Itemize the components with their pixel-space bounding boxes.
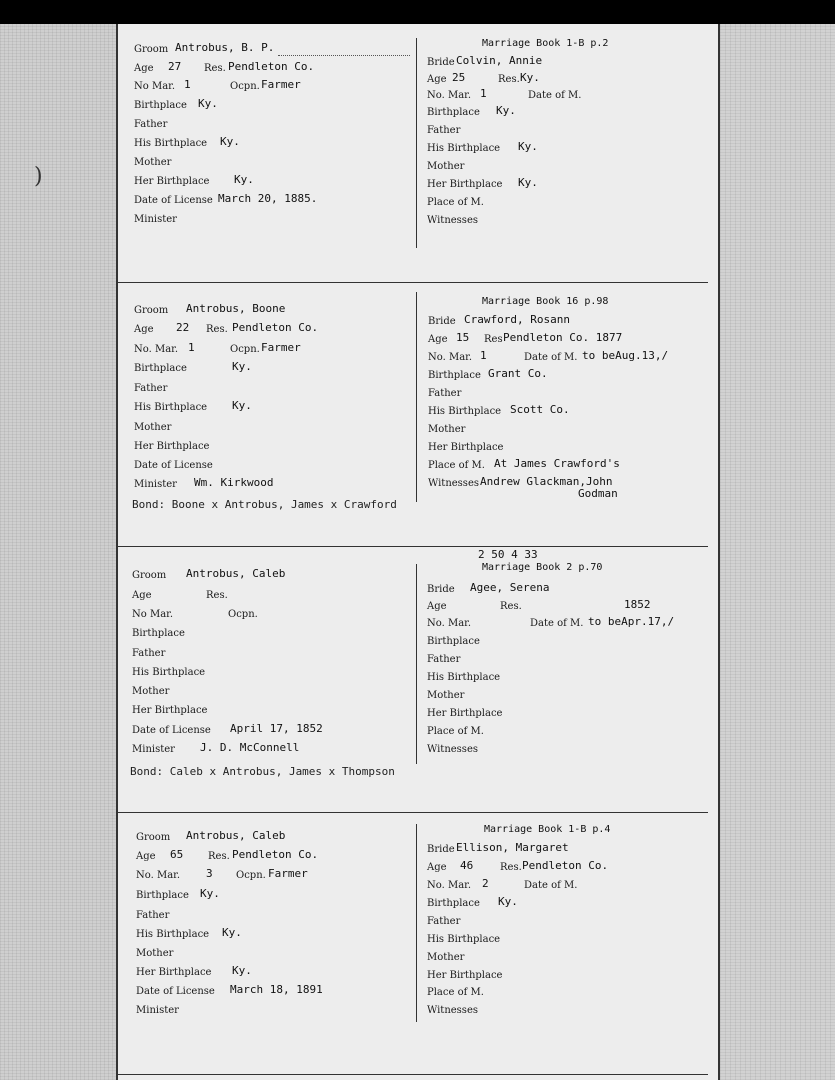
label-birthplace: Birthplace xyxy=(428,370,481,381)
bride-residence: 1852 xyxy=(624,598,651,611)
label-her-birthplace: Her Birthplace xyxy=(134,176,210,187)
label-groom: Groom xyxy=(134,44,169,55)
bride-father-birthplace: Scott Co. xyxy=(510,403,570,416)
groom-no-mar: 1 xyxy=(184,78,191,91)
label-ocpn: Ocpn. xyxy=(230,344,260,355)
label-res: Res. xyxy=(500,862,522,873)
label-date-of-license: Date of License xyxy=(134,460,213,471)
label-place-of-m: Place of M. xyxy=(428,460,485,471)
label-res: Res. xyxy=(204,63,226,74)
label-father: Father xyxy=(132,648,166,659)
groom-no-mar: 1 xyxy=(188,341,195,354)
divider xyxy=(416,564,417,764)
label-father: Father xyxy=(428,388,462,399)
label-witnesses: Witnesses xyxy=(428,478,479,489)
groom-name: Antrobus, Caleb xyxy=(186,829,286,842)
label-age: Age xyxy=(134,63,154,74)
label-ocpn: Ocpn. xyxy=(228,609,258,620)
scan-top-border xyxy=(0,0,835,24)
label-his-birthplace: His Birthplace xyxy=(134,138,208,149)
label-no-mar: No. Mar. xyxy=(427,618,472,629)
label-minister: Minister xyxy=(132,744,175,755)
marriage-book: Marriage Book 1-B p.4 xyxy=(484,824,611,835)
label-groom: Groom xyxy=(136,832,171,843)
bride-age: 25 xyxy=(452,71,466,84)
label-bride: Bride xyxy=(427,57,455,68)
groom-license-date: April 17, 1852 xyxy=(230,722,323,735)
label-her-birthplace: Her Birthplace xyxy=(134,441,210,452)
label-res: Res. xyxy=(206,590,228,601)
label-father: Father xyxy=(136,910,170,921)
label-minister: Minister xyxy=(134,214,177,225)
label-age: Age xyxy=(427,74,447,85)
marriage-book: Marriage Book 2 p.70 xyxy=(482,562,603,573)
label-minister: Minister xyxy=(134,479,177,490)
label-mother: Mother xyxy=(136,948,174,959)
bride-father-birthplace: Ky. xyxy=(518,140,538,153)
marriage-book: Marriage Book 16 p.98 xyxy=(482,296,609,307)
label-her-birthplace: Her Birthplace xyxy=(136,967,212,978)
bride-residence: Pendleton Co. 1877 xyxy=(503,331,623,344)
label-no-mar: No. Mar. xyxy=(136,870,181,881)
label-no-mar: No. Mar. xyxy=(427,880,472,891)
groom-father-birthplace: Ky. xyxy=(220,135,240,148)
groom-mother-birthplace: Ky. xyxy=(234,173,254,186)
label-groom: Groom xyxy=(132,570,167,581)
groom-residence: Pendleton Co. xyxy=(228,60,315,73)
label-birthplace: Birthplace xyxy=(132,628,185,639)
bride-birthplace: Ky. xyxy=(496,104,516,117)
groom-no-mar: 3 xyxy=(206,867,213,880)
label-bride: Bride xyxy=(427,844,455,855)
label-res: Res. xyxy=(206,324,228,335)
minister-name: Wm. Kirkwood xyxy=(194,476,274,489)
groom-age: 22 xyxy=(176,321,190,334)
label-witnesses: Witnesses xyxy=(427,215,478,226)
label-date-of-license: Date of License xyxy=(134,195,213,206)
label-her-birthplace: Her Birthplace xyxy=(428,442,504,453)
groom-age: 65 xyxy=(170,848,184,861)
label-witnesses: Witnesses xyxy=(427,744,478,755)
label-his-birthplace: His Birthplace xyxy=(132,667,206,678)
label-his-birthplace: His Birthplace xyxy=(134,402,208,413)
groom-mother-birthplace: Ky. xyxy=(232,964,252,977)
label-no-mar: No. Mar. xyxy=(427,90,472,101)
bride-age: 46 xyxy=(460,859,474,872)
bride-name: Ellison, Margaret xyxy=(456,841,569,854)
label-her-birthplace: Her Birthplace xyxy=(132,705,208,716)
label-father: Father xyxy=(134,383,168,394)
record-separator xyxy=(118,546,708,547)
bride-marriage-date: to beApr.17,/ xyxy=(588,615,675,628)
label-age: Age xyxy=(132,590,152,601)
bride-age: 15 xyxy=(456,331,470,344)
witnesses: Andrew Glackman,John xyxy=(480,475,613,488)
groom-birthplace: Ky. xyxy=(200,887,220,900)
bride-name: Crawford, Rosann xyxy=(464,313,570,326)
groom-birthplace: Ky. xyxy=(232,360,252,373)
minister-name: J. D. McConnell xyxy=(200,741,300,754)
label-her-birthplace: Her Birthplace xyxy=(427,708,503,719)
label-minister: Minister xyxy=(136,1005,179,1016)
label-her-birthplace: Her Birthplace xyxy=(427,970,503,981)
label-date-of-license: Date of License xyxy=(136,986,215,997)
groom-license-date: March 20, 1885. xyxy=(218,192,318,205)
bond-note: Bond: Caleb x Antrobus, James x Thompson xyxy=(130,765,395,778)
bride-no-mar: 1 xyxy=(480,87,487,100)
label-no-mar: No Mar. xyxy=(132,609,174,620)
bride-name: Agee, Serena xyxy=(470,581,550,594)
bride-birthplace: Ky. xyxy=(498,895,518,908)
label-his-birthplace: His Birthplace xyxy=(428,406,502,417)
label-mother: Mother xyxy=(134,157,172,168)
label-her-birthplace: Her Birthplace xyxy=(427,179,503,190)
label-mother: Mother xyxy=(428,424,466,435)
label-date-of-license: Date of License xyxy=(132,725,211,736)
label-father: Father xyxy=(427,654,461,665)
groom-name: Antrobus, B. P. xyxy=(175,41,275,54)
bride-marriage-date: to beAug.13,/ xyxy=(582,349,669,362)
label-ocpn: Ocpn. xyxy=(236,870,266,881)
record-separator xyxy=(118,812,708,813)
bride-name: Colvin, Annie xyxy=(456,54,543,67)
label-mother: Mother xyxy=(427,161,465,172)
label-mother: Mother xyxy=(427,952,465,963)
label-date-of-m: Date of M. xyxy=(524,352,578,363)
groom-age: 27 xyxy=(168,60,182,73)
bride-residence: Pendleton Co. xyxy=(522,859,609,872)
groom-father-birthplace: Ky. xyxy=(232,399,252,412)
bride-residence: Ky. xyxy=(520,71,540,84)
label-res: Res xyxy=(484,334,503,345)
label-place-of-m: Place of M. xyxy=(427,987,484,998)
label-mother: Mother xyxy=(132,686,170,697)
groom-residence: Pendleton Co. xyxy=(232,321,319,334)
bond-note: Bond: Boone x Antrobus, James x Crawford xyxy=(132,498,397,511)
label-age: Age xyxy=(134,324,154,335)
groom-birthplace: Ky. xyxy=(198,97,218,110)
label-res: Res. xyxy=(500,601,522,612)
label-no-mar: No. Mar. xyxy=(428,352,473,363)
bride-no-mar: 2 xyxy=(482,877,489,890)
divider xyxy=(416,38,417,248)
label-no-mar: No. Mar. xyxy=(134,344,179,355)
record-separator xyxy=(118,282,708,283)
record-separator xyxy=(118,1074,708,1075)
bride-mother-birthplace: Ky. xyxy=(518,176,538,189)
label-bride: Bride xyxy=(427,584,455,595)
label-age: Age xyxy=(427,601,447,612)
handwritten-mark: ) xyxy=(34,164,43,189)
label-birthplace: Birthplace xyxy=(427,107,480,118)
label-his-birthplace: His Birthplace xyxy=(427,143,501,154)
label-res: Res. xyxy=(498,74,520,85)
divider xyxy=(416,824,417,1022)
label-date-of-m: Date of M. xyxy=(530,618,584,629)
label-mother: Mother xyxy=(427,690,465,701)
label-father: Father xyxy=(427,125,461,136)
record-card xyxy=(116,24,720,1080)
marriage-book: Marriage Book 1-B p.2 xyxy=(482,38,609,49)
label-date-of-m: Date of M. xyxy=(524,880,578,891)
groom-occupation: Farmer xyxy=(261,341,301,354)
label-res: Res. xyxy=(208,851,230,862)
groom-occupation: Farmer xyxy=(261,78,301,91)
groom-license-date: March 18, 1891 xyxy=(230,983,323,996)
label-birthplace: Birthplace xyxy=(134,363,187,374)
label-birthplace: Birthplace xyxy=(136,890,189,901)
label-father: Father xyxy=(427,916,461,927)
groom-father-birthplace: Ky. xyxy=(222,926,242,939)
label-witnesses: Witnesses xyxy=(427,1005,478,1016)
label-his-birthplace: His Birthplace xyxy=(427,934,501,945)
witnesses-continued: Godman xyxy=(578,487,618,500)
groom-name: Antrobus, Boone xyxy=(186,302,286,315)
label-birthplace: Birthplace xyxy=(427,636,480,647)
bride-no-mar: 1 xyxy=(480,349,487,362)
label-father: Father xyxy=(134,119,168,130)
label-his-birthplace: His Birthplace xyxy=(136,929,210,940)
label-birthplace: Birthplace xyxy=(134,100,187,111)
groom-residence: Pendleton Co. xyxy=(232,848,319,861)
bride-birthplace: Grant Co. xyxy=(488,367,548,380)
label-his-birthplace: His Birthplace xyxy=(427,672,501,683)
label-mother: Mother xyxy=(134,422,172,433)
groom-occupation: Farmer xyxy=(268,867,308,880)
label-place-of-m: Place of M. xyxy=(427,726,484,737)
label-bride: Bride xyxy=(428,316,456,327)
scan-left-margin xyxy=(0,24,116,1080)
divider xyxy=(416,292,417,502)
label-date-of-m: Date of M. xyxy=(528,90,582,101)
label-age: Age xyxy=(136,851,156,862)
label-groom: Groom xyxy=(134,305,169,316)
label-age: Age xyxy=(428,334,448,345)
label-age: Age xyxy=(427,862,447,873)
label-birthplace: Birthplace xyxy=(427,898,480,909)
scan-right-margin xyxy=(720,24,835,1080)
groom-name: Antrobus, Caleb xyxy=(186,567,286,580)
place-of-marriage: At James Crawford's xyxy=(494,457,620,470)
ledger-numbers: 2 50 4 33 xyxy=(478,548,538,561)
label-no-mar: No Mar. xyxy=(134,81,176,92)
label-place-of-m: Place of M. xyxy=(427,197,484,208)
label-ocpn: Ocpn. xyxy=(230,81,260,92)
